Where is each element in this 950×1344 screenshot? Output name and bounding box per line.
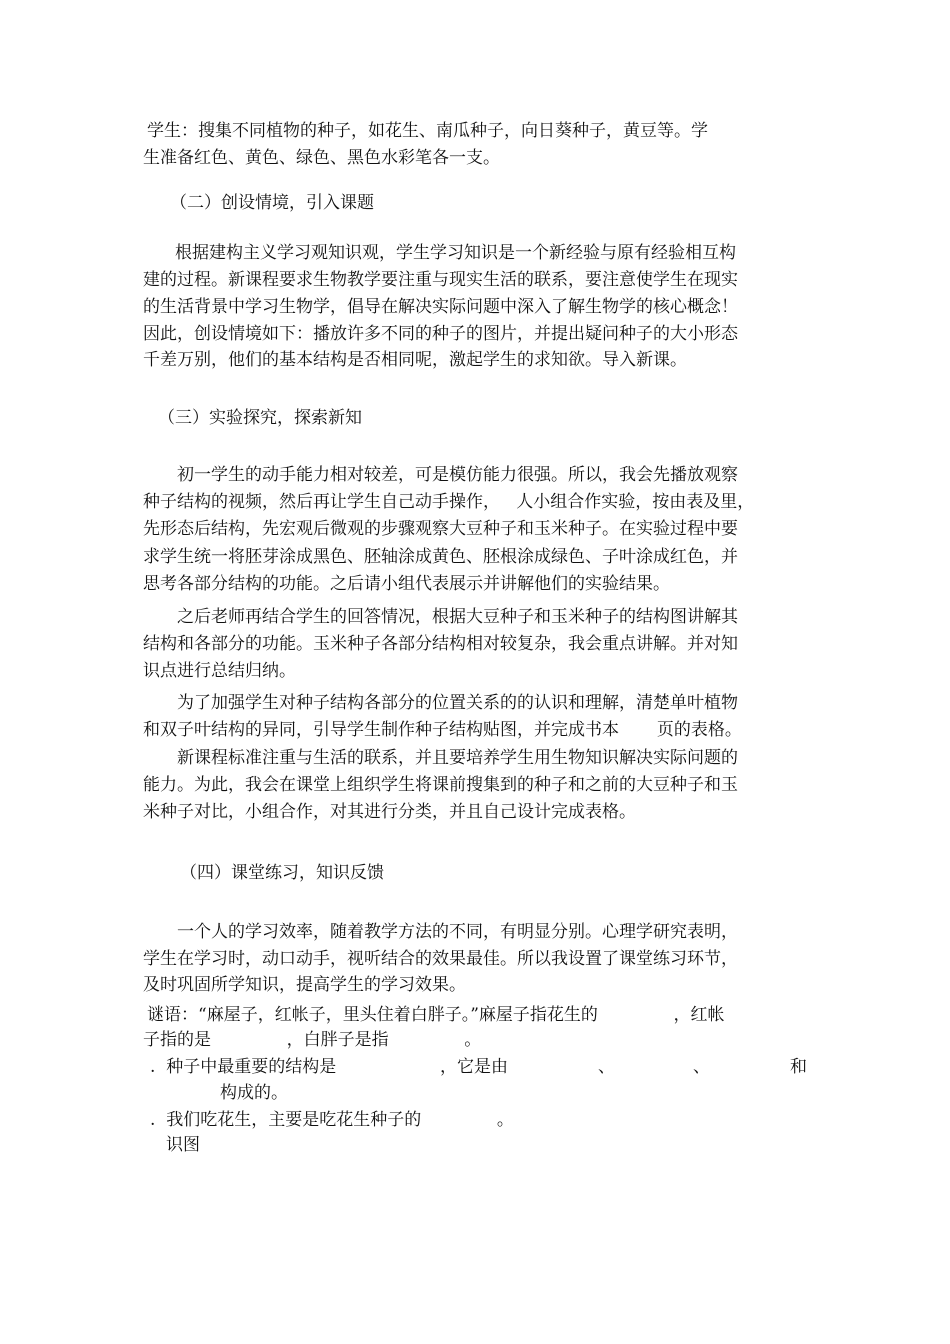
exercise-structure-part-2: ，它是由 [440, 1057, 508, 1077]
exercise-riddle-line-2: 子指的是 ，白胖子是指 。 [143, 1030, 482, 1050]
para-experiment-line-5: 思考各部分结构的功能。之后请小组代表展示并讲解他们的实验结果。 [143, 574, 670, 594]
para-teacher-line-1: 之后老师再结合学生的回答情况，根据大豆种子和玉米种子的结构图讲解其 [177, 607, 738, 627]
section-heading-2: （二）创设情境，引入课题 [170, 193, 374, 213]
para-teacher-line-2: 结构和各部分的功能。玉米种子各部分结构相对较复杂，我会重点讲解。并对知 [143, 634, 738, 654]
exercise-diagram-label: 识图 [166, 1135, 200, 1155]
exercise-structure-line-2: 构成的。 [220, 1083, 288, 1103]
para-students-line-1: 学生：搜集不同植物的种子，如花生、南瓜种子，向日葵种子，黄豆等。学 [147, 121, 708, 141]
para-experiment-line-4: 求学生统一将胚芽涂成黑色、胚轴涂成黄色、胚根涂成绿色、子叶涂成红色，并 [143, 547, 738, 567]
para-standard-line-2: 能力。为此，我会在课堂上组织学生将课前搜集到的种子和之前的大豆种子和玉 [143, 775, 738, 795]
para-context-line-1: 根据建构主义学习观知识观，学生学习知识是一个新经验与原有经验相互构 [175, 243, 736, 263]
exercise-structure-part-3: 、 [598, 1057, 615, 1077]
exercise-peanut: . 我们吃花生，主要是吃花生种子的 。 [150, 1110, 514, 1130]
para-experiment-line-1: 初一学生的动手能力相对较差，可是模仿能力很强。所以，我会先播放观察 [177, 465, 738, 485]
para-teacher-line-3: 识点进行总结归纳。 [143, 661, 296, 681]
para-standard-line-1: 新课程标准注重与生活的联系，并且要培养学生用生物知识解决实际问题的 [177, 748, 738, 768]
para-standard-line-3: 米种子对比，小组合作，对其进行分类，并且自己设计完成表格。 [143, 802, 636, 822]
para-experiment-line-3: 先形态后结构，先宏观后微观的步骤观察大豆种子和玉米种子。在实验过程中要 [143, 519, 738, 539]
para-context-line-2: 建的过程。新课程要求生物教学要注重与现实生活的联系，要注意使学生在现实 [143, 270, 738, 290]
para-efficiency-line-3: 及时巩固所学知识，提高学生的学习效果。 [143, 975, 466, 995]
section-heading-4: （四）课堂练习，知识反馈 [180, 863, 384, 883]
exercise-structure-part-5: 和 [790, 1057, 807, 1077]
para-context-line-3: 的生活背景中学习生物学，倡导在解决实际问题中深入了解生物学的核心概念！ [143, 297, 738, 317]
para-context-line-5: 千差万别，他们的基本结构是否相同呢，激起学生的求知欲。导入新课。 [143, 350, 687, 370]
para-efficiency-line-1: 一个人的学习效率，随着教学方法的不同，有明显分别。心理学研究表明， [177, 922, 738, 942]
para-efficiency-line-2: 学生在学习时，动口动手，视听结合的效果最佳。所以我设置了课堂练习环节， [143, 949, 738, 969]
para-poster-line-2: 和双子叶结构的异同，引导学生制作种子结构贴图，并完成书本 页的表格。 [143, 720, 742, 740]
para-context-line-4: 因此，创设情境如下：播放许多不同的种子的图片，并提出疑问种子的大小形态 [143, 324, 738, 344]
para-students-line-2: 生准备红色、黄色、绿色、黑色水彩笔各一支。 [143, 148, 500, 168]
para-poster-line-1: 为了加强学生对种子结构各部分的位置关系的的认识和理解，清楚单叶植物 [177, 693, 738, 713]
para-experiment-line-2: 种子结构的视频，然后再让学生自己动手操作， 人小组合作实验，按由表及里， [143, 492, 755, 512]
exercise-structure-part-1: . 种子中最重要的结构是 [150, 1057, 337, 1077]
exercise-riddle-line-1: 谜语：“麻屋子，红帐子，里头住着白胖子。”麻屋子指花生的 ，红帐 [147, 1005, 725, 1025]
exercise-structure-part-4: 、 [693, 1057, 710, 1077]
section-heading-3: （三）实验探究，探索新知 [158, 408, 362, 428]
